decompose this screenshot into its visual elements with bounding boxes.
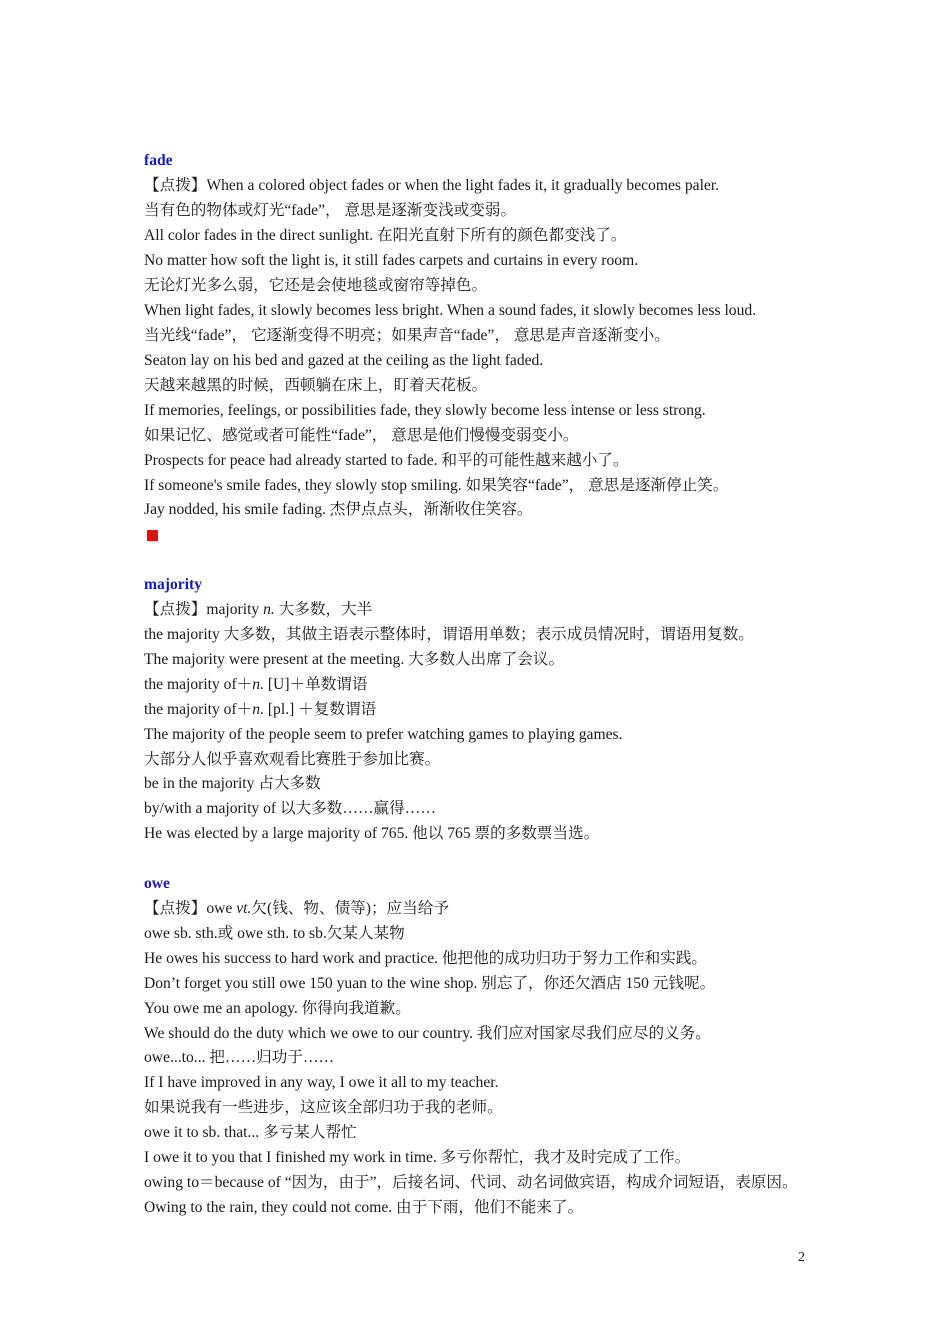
pos-label: n. [252, 701, 264, 718]
fade-line: 当有色的物体或灯光“fade”， 意思是逐渐变浅或变弱。 [144, 202, 517, 219]
majority-line: The majority were present at the meeting. 大多数人出席了会议。 [144, 651, 565, 668]
majority-line: The majority of the people seem to prefer watching games to playing games. [144, 726, 623, 743]
owe-line: I owe it to you that I finished my work in time. 多亏你帮忙，我才及时完成了工作。 [144, 1149, 691, 1166]
pos-label: vt. [236, 900, 252, 917]
pattern-suffix: [pl.] ＋复数谓语 [263, 701, 377, 718]
fade-line: No matter how soft the light is, it still fades carpets and curtains in every room. [144, 252, 639, 269]
owe-tag-text: 【点拨】owe [144, 900, 237, 917]
majority-tag-text: 【点拨】majority [144, 601, 264, 618]
fade-line: Jay nodded, his smile fading. 杰伊点点头，渐渐收住笑容。 [144, 501, 533, 518]
owe-line: You owe me an apology. 你得向我道歉。 [144, 1000, 411, 1017]
owe-definition: 欠(钱、物、债等)；应当给予 [251, 900, 449, 917]
owe-line: owe...to... 把……归功于…… [144, 1049, 335, 1066]
owe-line: We should do the duty which we owe to our country. 我们应对国家尽我们应尽的义务。 [144, 1025, 711, 1042]
fade-line: All color fades in the direct sunlight. 在阳光直射下所有的颜色都变浅了。 [144, 227, 627, 244]
heading-owe: owe [144, 875, 170, 892]
pattern-suffix: [U]＋单数谓语 [263, 676, 368, 693]
owe-line [144, 899, 449, 919]
red-square-marker [147, 530, 158, 541]
fade-line: 无论灯光多么弱，它还是会使地毯或窗帘等掉色。 [144, 277, 488, 294]
fade-line: If memories, feelings, or possibilities fade, they slowly become less intense or less strong. [144, 402, 706, 419]
majority-line: the majority 大多数，其做主语表示整体时，谓语用单数；表示成员情况时，谓语用复数。 [144, 626, 754, 643]
fade-line: Prospects for peace had already started to fade. 和平的可能性越来越小了。 [144, 452, 629, 469]
fade-line: 当光线“fade”， 它逐渐变得不明亮；如果声音“fade”， 意思是声音逐渐变小。 [144, 327, 670, 344]
owe-line: owe sb. sth.或 owe sth. to sb.欠某人某物 [144, 925, 405, 942]
majority-line [144, 600, 372, 620]
pos-label: n. [252, 676, 264, 693]
majority-line [144, 675, 367, 695]
owe-line: Owing to the rain, they could not come. 由于下雨，他们不能来了。 [144, 1199, 584, 1216]
pattern-prefix: the majority of＋ [144, 701, 253, 718]
fade-line: Seaton lay on his bed and gazed at the ceiling as the light faded. [144, 352, 544, 369]
heading-majority: majority [144, 576, 203, 593]
owe-line: 如果说我有一些进步，这应该全部归功于我的老师。 [144, 1099, 503, 1116]
owe-line: If I have improved in any way, I owe it all to my teacher. [144, 1074, 499, 1091]
majority-line: be in the majority 占大多数 [144, 775, 321, 792]
page-number: 2 [798, 1250, 805, 1265]
majority-definition: 大多数，大半 [274, 601, 373, 618]
owe-line: He owes his success to hard work and practice. 他把他的成功归功于努力工作和实践。 [144, 950, 708, 967]
owe-line: Don’t forget you still owe 150 yuan to the wine shop. 别忘了，你还欠酒店 150 元钱呢。 [144, 975, 716, 992]
owe-line: owing to＝because of “因为，由于”，后接名词、代词、动名词做宾语，构成介词短语，表原因。 [144, 1174, 798, 1191]
fade-line: If someone's smile fades, they slowly stop smiling. 如果笑容“fade”， 意思是逐渐停止笑。 [144, 477, 729, 494]
fade-line: When light fades, it slowly becomes less bright. When a sound fades, it slowly becomes less loud. [144, 302, 757, 319]
majority-line: 大部分人似乎喜欢观看比赛胜于参加比赛。 [144, 751, 441, 768]
fade-line: 如果记忆、感觉或者可能性“fade”， 意思是他们慢慢变弱变小。 [144, 427, 579, 444]
pattern-prefix: the majority of＋ [144, 676, 253, 693]
majority-line [144, 700, 376, 720]
fade-line: 【点拨】When a colored object fades or when the light fades it, it gradually becomes paler. [144, 177, 720, 194]
majority-line: by/with a majority of 以大多数……赢得…… [144, 800, 436, 817]
pos-label: n. [263, 601, 275, 618]
owe-line: owe it to sb. that... 多亏某人帮忙 [144, 1124, 357, 1141]
heading-fade: fade [144, 152, 173, 169]
fade-line: 天越来越黑的时候，西顿躺在床上，盯着天花板。 [144, 377, 488, 394]
majority-line: He was elected by a large majority of 765. 他以 765 票的多数票当选。 [144, 825, 600, 842]
